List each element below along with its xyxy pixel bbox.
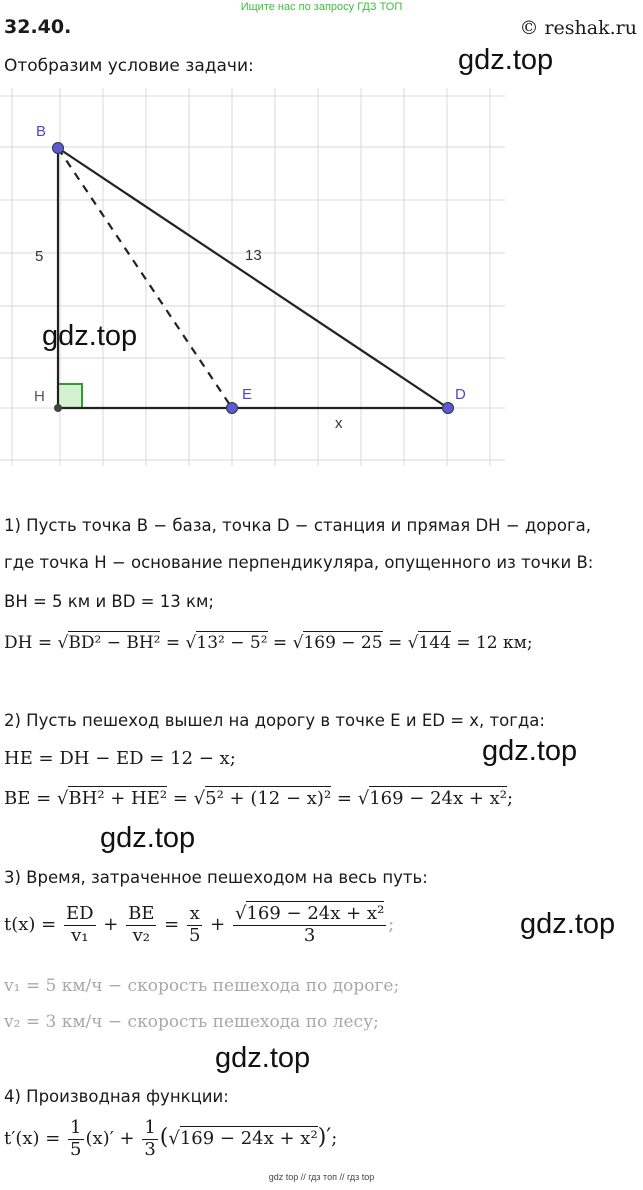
step3-v1-line: v₁ = 5 км/ч − скорость пешехода по дороге; bbox=[4, 976, 400, 996]
watermark: gdz.top bbox=[458, 44, 554, 76]
step3-formula-t: t(x) = $\frac{ED}{\text{v₁}}$ + $\frac{BE}{\text{v₂}}$ = $\frac{x}{5}$ + $\frac{\text{√169 − 24x + x²}}{3}$ ; bbox=[4, 903, 395, 946]
label-b: B bbox=[36, 123, 47, 140]
watermark: gdz.top bbox=[482, 735, 578, 767]
step4-line1: 4) Производная функции: bbox=[4, 1087, 229, 1106]
watermark: gdz.top bbox=[42, 320, 138, 352]
label-ed: x bbox=[335, 415, 343, 432]
label-bd: 13 bbox=[245, 247, 262, 264]
problem-number: 32.40. bbox=[4, 16, 72, 38]
point-e bbox=[227, 403, 238, 414]
point-h bbox=[54, 404, 62, 412]
step3-line1: 3) Время, затраченное пешеходом на весь путь: bbox=[4, 868, 428, 887]
step3-v2-line: v₂ = 3 км/ч − скорость пешехода по лесу; bbox=[4, 1012, 379, 1032]
point-b bbox=[53, 143, 64, 154]
watermark: gdz.top bbox=[100, 822, 196, 854]
step1-line3: BH = 5 км и BD = 13 км; bbox=[4, 592, 214, 611]
segment-be bbox=[58, 148, 232, 408]
step2-line1: 2) Пусть пешеход вышел на дорогу в точке E и ED = x, тогда: bbox=[4, 711, 545, 730]
step1-line2: где точка H − основание перпендикуляра, опущенного из точки B: bbox=[4, 553, 594, 572]
step1-formula-dh: DH = √BD² − BH² = √13² − 5² = √169 − 25 = √144 = 12 км; bbox=[4, 633, 533, 653]
label-h: H bbox=[34, 388, 45, 405]
step2-formula-he: HE = DH − ED = 12 − x; bbox=[4, 748, 236, 769]
watermark: gdz.top bbox=[520, 908, 616, 940]
step2-formula-be: BE = √BH² + HE² = √5² + (12 − x)² = √169 − 24x + x²; bbox=[4, 788, 514, 809]
watermark: gdz.top bbox=[215, 1042, 311, 1074]
intro-text: Отобразим условие задачи: bbox=[4, 56, 254, 76]
top-banner[interactable]: Ищите нас по запросу ГДЗ ТОП bbox=[240, 1, 403, 13]
step1-line1: 1) Пусть точка B − база, точка D − станция и прямая DH − дорога, bbox=[4, 516, 591, 535]
step4-formula-derivative: t′(x) = $\frac{1}{5}$ (x)′ + $\frac{1}{3}$ (√169 − 24x + x²)′; bbox=[4, 1117, 338, 1160]
right-angle-mark bbox=[58, 384, 82, 408]
footer-links[interactable]: gdz top // гдз топ // гдз top bbox=[268, 1172, 375, 1182]
point-d bbox=[443, 403, 454, 414]
site-name[interactable]: © reshak.ru bbox=[519, 17, 637, 39]
label-e: E bbox=[242, 386, 253, 403]
label-bh: 5 bbox=[35, 248, 44, 265]
segment-bd bbox=[58, 148, 448, 408]
triangle-diagram bbox=[0, 88, 643, 466]
label-d: D bbox=[455, 386, 466, 403]
